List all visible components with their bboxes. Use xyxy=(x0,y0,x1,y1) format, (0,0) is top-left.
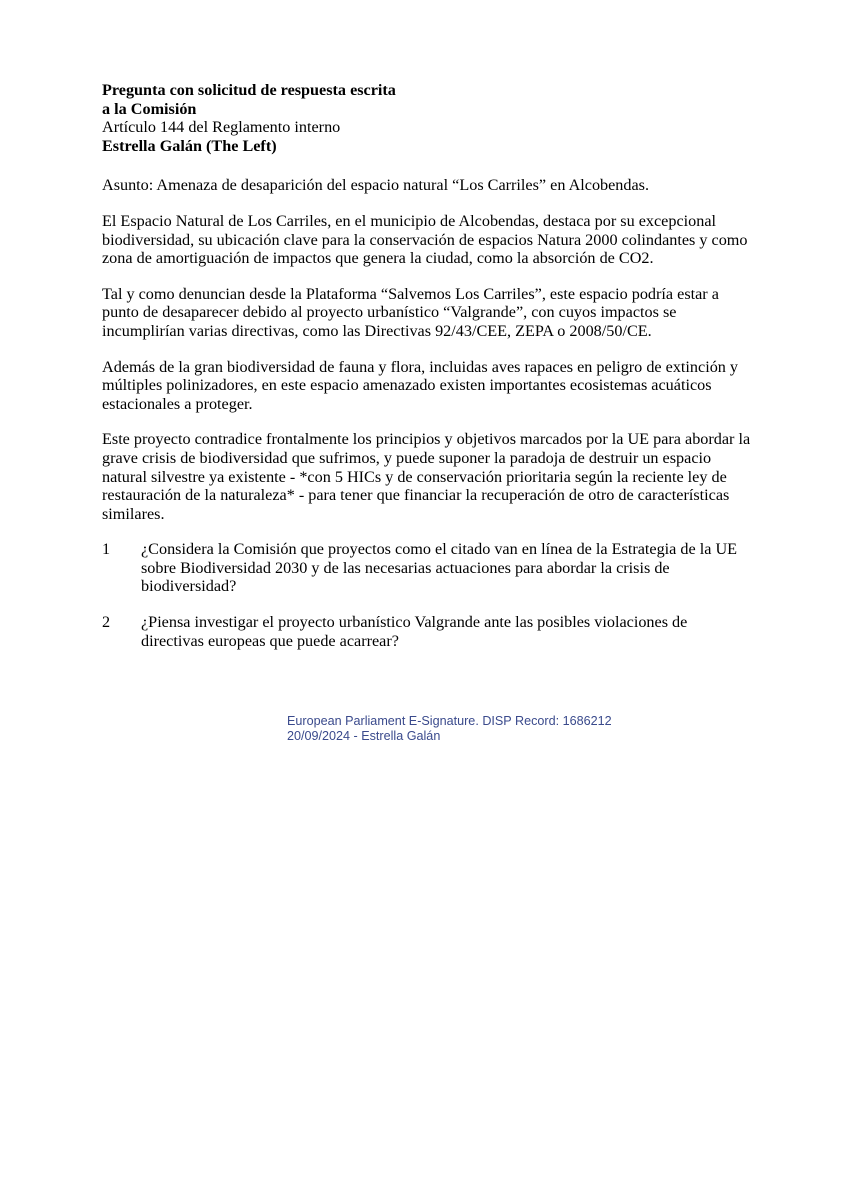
paragraph-4: Este proyecto contradice frontalmente los principios y objetivos marcados por la UE para abordar la grave crisis de biodiversidad que sufrimos, y puede suponer la paradoja de destruir un espacio natural silvestre ya existente - *con 5 HICs y de conservación prioritaria según la reciente ley de restauración de la naturaleza* - para tener que financiar la recuperación de otro de características similares. xyxy=(102,430,751,523)
paragraph-1: El Espacio Natural de Los Carriles, en el municipio de Alcobendas, destaca por su excepcional biodiversidad, su ubicación clave para la conservación de espacios Natura 2000 colindantes y como zona de amortiguación de impactos que genera la ciudad, como la absorción de CO2. xyxy=(102,211,748,268)
paragraph-3: Además de la gran biodiversidad de fauna y flora, incluidas aves rapaces en peligro de extinción y múltiples polinizadores, en este espacio amenazado existen importantes ecosistemas acuáticos estacionales a proteger. xyxy=(102,357,739,413)
question-number: 2 xyxy=(102,613,111,632)
question-1 xyxy=(102,540,752,596)
question-text: ¿Piensa investigar el proyecto urbanístico Valgrande ante las posibles violaciones de directivas europeas que puede acarrear? xyxy=(141,613,688,650)
document-page xyxy=(102,81,752,650)
question-type-title: Pregunta con solicitud de respuesta escrita xyxy=(102,81,396,99)
question-number: 1 xyxy=(102,540,111,559)
author: Estrella Galán (The Left) xyxy=(102,136,277,155)
paragraph-2: Tal y como denuncian desde la Plataforma “Salvemos Los Carriles”, este espacio podría estar a punto de desaparecer debido al proyecto urbanístico “Valgrande”, con cuyos impactos se incumplirían varias directivas, como las Directivas 92/43/CEE, ZEPA o 2008/50/CE. xyxy=(102,284,719,340)
document-header xyxy=(102,81,752,155)
e-signature xyxy=(287,714,612,744)
question-2 xyxy=(102,613,752,650)
e-signature-record: European Parliament E-Signature. DISP Record: 1686212 xyxy=(287,714,612,728)
rule-reference: Artículo 144 del Reglamento interno xyxy=(102,118,341,137)
question-text: ¿Considera la Comisión que proyectos como el citado van en línea de la Estrategia de la UE sobre Biodiversidad 2030 y de las necesarias actuaciones para abordar la crisis de biodiversidad? xyxy=(141,540,738,596)
subject-line: Asunto: Amenaza de desaparición del espacio natural “Los Carriles” en Alcobendas. xyxy=(102,176,650,195)
addressee: a la Comisión xyxy=(102,99,197,118)
e-signature-date: 20/09/2024 - Estrella Galán xyxy=(287,729,441,743)
